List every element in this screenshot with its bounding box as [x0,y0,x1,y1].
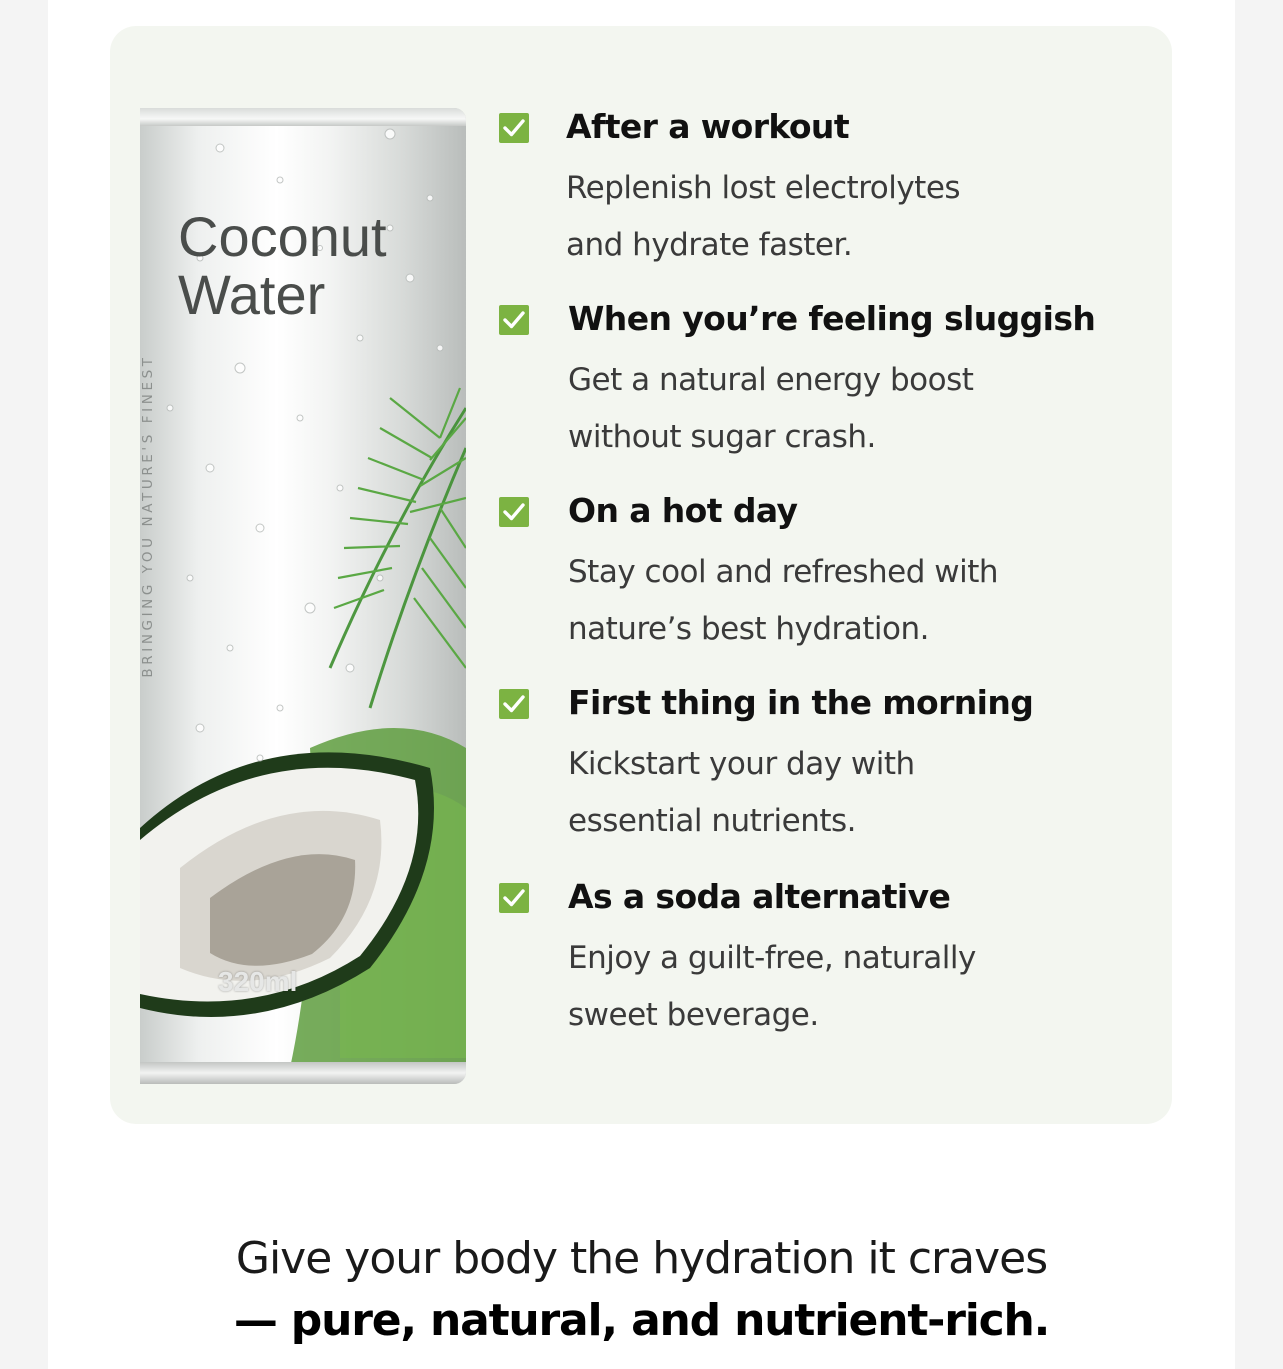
can-product-name [178,205,387,326]
benefit-desc-line: and hydrate faster. [566,227,853,263]
benefit-desc-line: essential nutrients. [568,803,857,839]
benefit-desc-line: Get a natural energy boost [568,362,974,398]
can-volume: 320ml [218,966,298,997]
benefit-desc-line: sweet beverage. [568,997,819,1033]
can-name-line1: Coconut [178,205,387,268]
benefit-desc-line: nature’s best hydration. [568,611,929,647]
benefit-desc-line: Replenish lost electrolytes [566,170,961,206]
checkbox-checked-icon [498,304,530,336]
benefit-desc-line: Stay cool and refreshed with [568,554,999,590]
benefit-desc-line: Kickstart your day with [568,746,915,782]
can-name-line2: Water [178,263,326,326]
can-tagline: BRINGING YOU NATURE'S FINEST [140,354,156,678]
checkbox-checked-icon [498,882,530,914]
benefits-panel [110,26,1172,1124]
benefit-description [568,544,1108,658]
benefit-description [568,930,1108,1044]
can-rim-bottom [140,1062,466,1084]
closing-line-regular: Give your body the hydration it craves [235,1233,1048,1284]
benefit-description [566,160,1106,274]
benefit-title: After a workout [566,107,850,146]
benefit-title: On a hot day [568,491,798,530]
benefit-title: As a soda alternative [568,877,951,916]
checkbox-checked-icon [498,496,530,528]
benefit-desc-line: without sugar crash. [568,419,876,455]
benefit-desc-line: Enjoy a guilt-free, naturally [568,940,976,976]
benefit-description [568,352,1108,466]
page [48,0,1235,1369]
product-can-image [140,108,466,1084]
checkbox-checked-icon [498,688,530,720]
benefit-title: When you’re feeling sluggish [568,299,1096,338]
checkbox-checked-icon [498,112,530,144]
closing-statement [48,1228,1235,1352]
closing-line-bold: — pure, natural, and nutrient-rich. [233,1295,1050,1346]
benefit-title: First thing in the morning [568,683,1034,722]
benefit-description [568,736,1108,850]
